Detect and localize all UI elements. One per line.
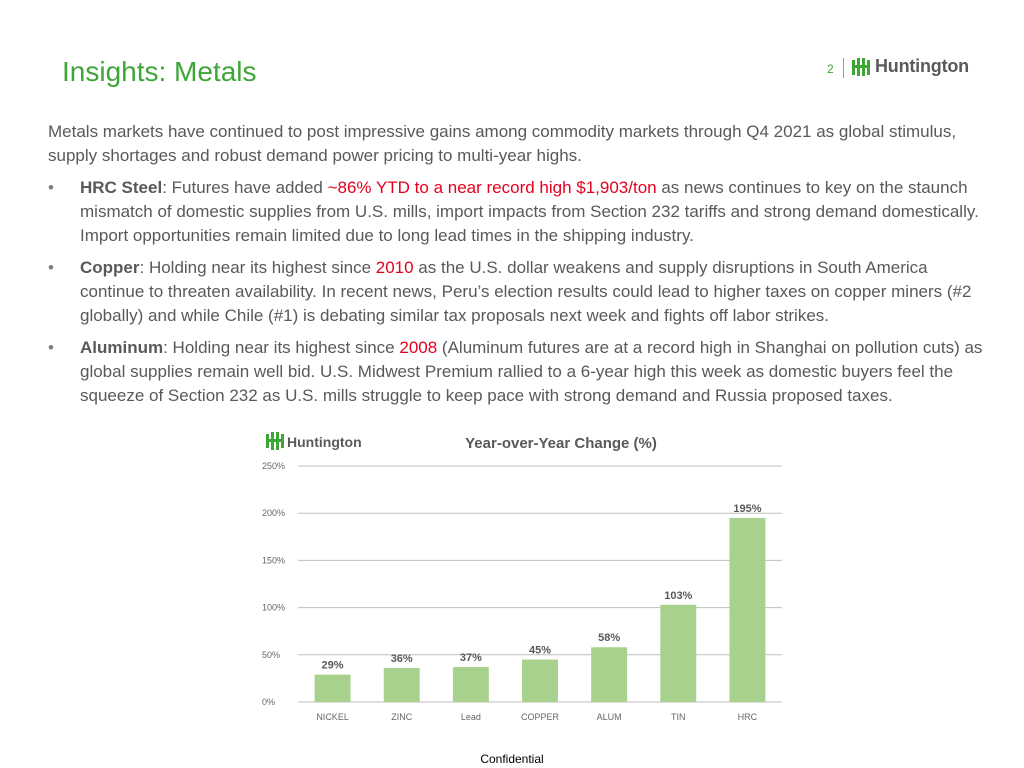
intro-paragraph: Metals markets have continued to post impressive gains among commodity markets through Q4 2021 as global stimulus, supply shortages and robust demand power pricing to multi-year highs. — [48, 122, 957, 165]
category-label: HRC — [737, 712, 758, 722]
bullet-copper — [48, 256, 988, 328]
bullet-dot: • — [48, 178, 54, 197]
y-tick-label: 50% — [262, 649, 281, 660]
value-label: 195% — [733, 502, 762, 515]
bar-nickel — [315, 675, 351, 702]
value-label: 45% — [528, 644, 552, 657]
category-label: ALUM — [596, 712, 622, 722]
bullet-text: : Futures have added — [162, 178, 328, 197]
body-text — [48, 120, 988, 416]
page-number: 2 — [827, 62, 834, 76]
bullet-hrc-steel — [48, 176, 988, 248]
footer-confidential: Confidential — [480, 752, 544, 766]
category-label: Lead — [460, 712, 481, 722]
header-divider — [843, 58, 844, 78]
value-label: 37% — [459, 652, 482, 665]
y-tick-label: 0% — [262, 697, 276, 707]
logo-text: Huntington — [875, 56, 969, 76]
value-label: 29% — [321, 659, 344, 672]
bullet-highlight: ~86% YTD to a near record high $1,903/ton — [327, 178, 657, 197]
bar-copper — [522, 660, 558, 702]
category-label: COPPER — [520, 712, 560, 722]
category-label: NICKEL — [316, 712, 349, 722]
bullet-label: Aluminum — [80, 338, 164, 357]
bullet-text: : Holding near its highest since — [139, 258, 376, 277]
bullet-text: as news continues to key on the staunch mismatch of domestic supplies from U.S. mills, import impacts from Section 232 tariffs and strong demand domestically. Import opportunities remain limited due to long lead times in the shipping industry. — [80, 178, 979, 245]
bullet-label: HRC Steel — [80, 178, 163, 197]
chart-logo-text: Huntington — [287, 434, 362, 450]
category-label: ZINC — [391, 712, 413, 722]
chart-title: Year-over-Year Change (%) — [465, 435, 657, 452]
bar-alum — [591, 647, 627, 702]
bullet-dot: • — [48, 338, 54, 357]
bullet-text: (Aluminum futures are at a record high in Shanghai on pollution cuts) as global supplies remain well bid. U.S. Midwest Premium rallied to a 6-year high this week as domestic buyers feel the squeeze of Section 232 as U.S. mills struggle to keep pace with strong demand and Russia proposed taxes. — [80, 338, 983, 405]
bar-tin — [660, 605, 696, 702]
y-tick-label: 100% — [262, 602, 286, 613]
bar-lead — [453, 667, 489, 702]
bullet-highlight: 2010 — [375, 258, 414, 277]
bar-hrc — [729, 518, 765, 702]
huntington-logo — [851, 56, 969, 77]
huntington-logo-icon — [851, 57, 871, 77]
value-label: 58% — [598, 632, 621, 645]
bullet-label: Copper — [80, 258, 140, 277]
bullet-highlight: 2008 — [399, 338, 438, 357]
bullet-aluminum — [48, 336, 988, 408]
value-label: 103% — [664, 589, 693, 602]
value-label: 36% — [390, 653, 413, 666]
bullet-text: as the U.S. dollar weakens and supply disruptions in South America continue to threaten availability. In recent news, Peru’s election results could lead to higher taxes on copper miners (#2 globally) and while Chile (#1) is debating similar tax proposals next week and fights off labor strikes. — [80, 258, 972, 325]
chart-logo — [266, 432, 362, 450]
category-label: TIN — [671, 712, 686, 722]
bar-zinc — [384, 668, 420, 702]
huntington-logo-icon — [266, 432, 284, 450]
bullet-dot: • — [48, 258, 54, 277]
y-tick-label: 150% — [262, 555, 286, 566]
y-tick-label: 200% — [262, 508, 286, 519]
chart-bars — [315, 518, 766, 702]
slide-title: Insights: Metals — [62, 56, 257, 87]
bullet-text: : Holding near its highest since — [163, 338, 400, 357]
yoy-bar-chart — [262, 428, 792, 728]
y-tick-label: 250% — [262, 461, 286, 471]
